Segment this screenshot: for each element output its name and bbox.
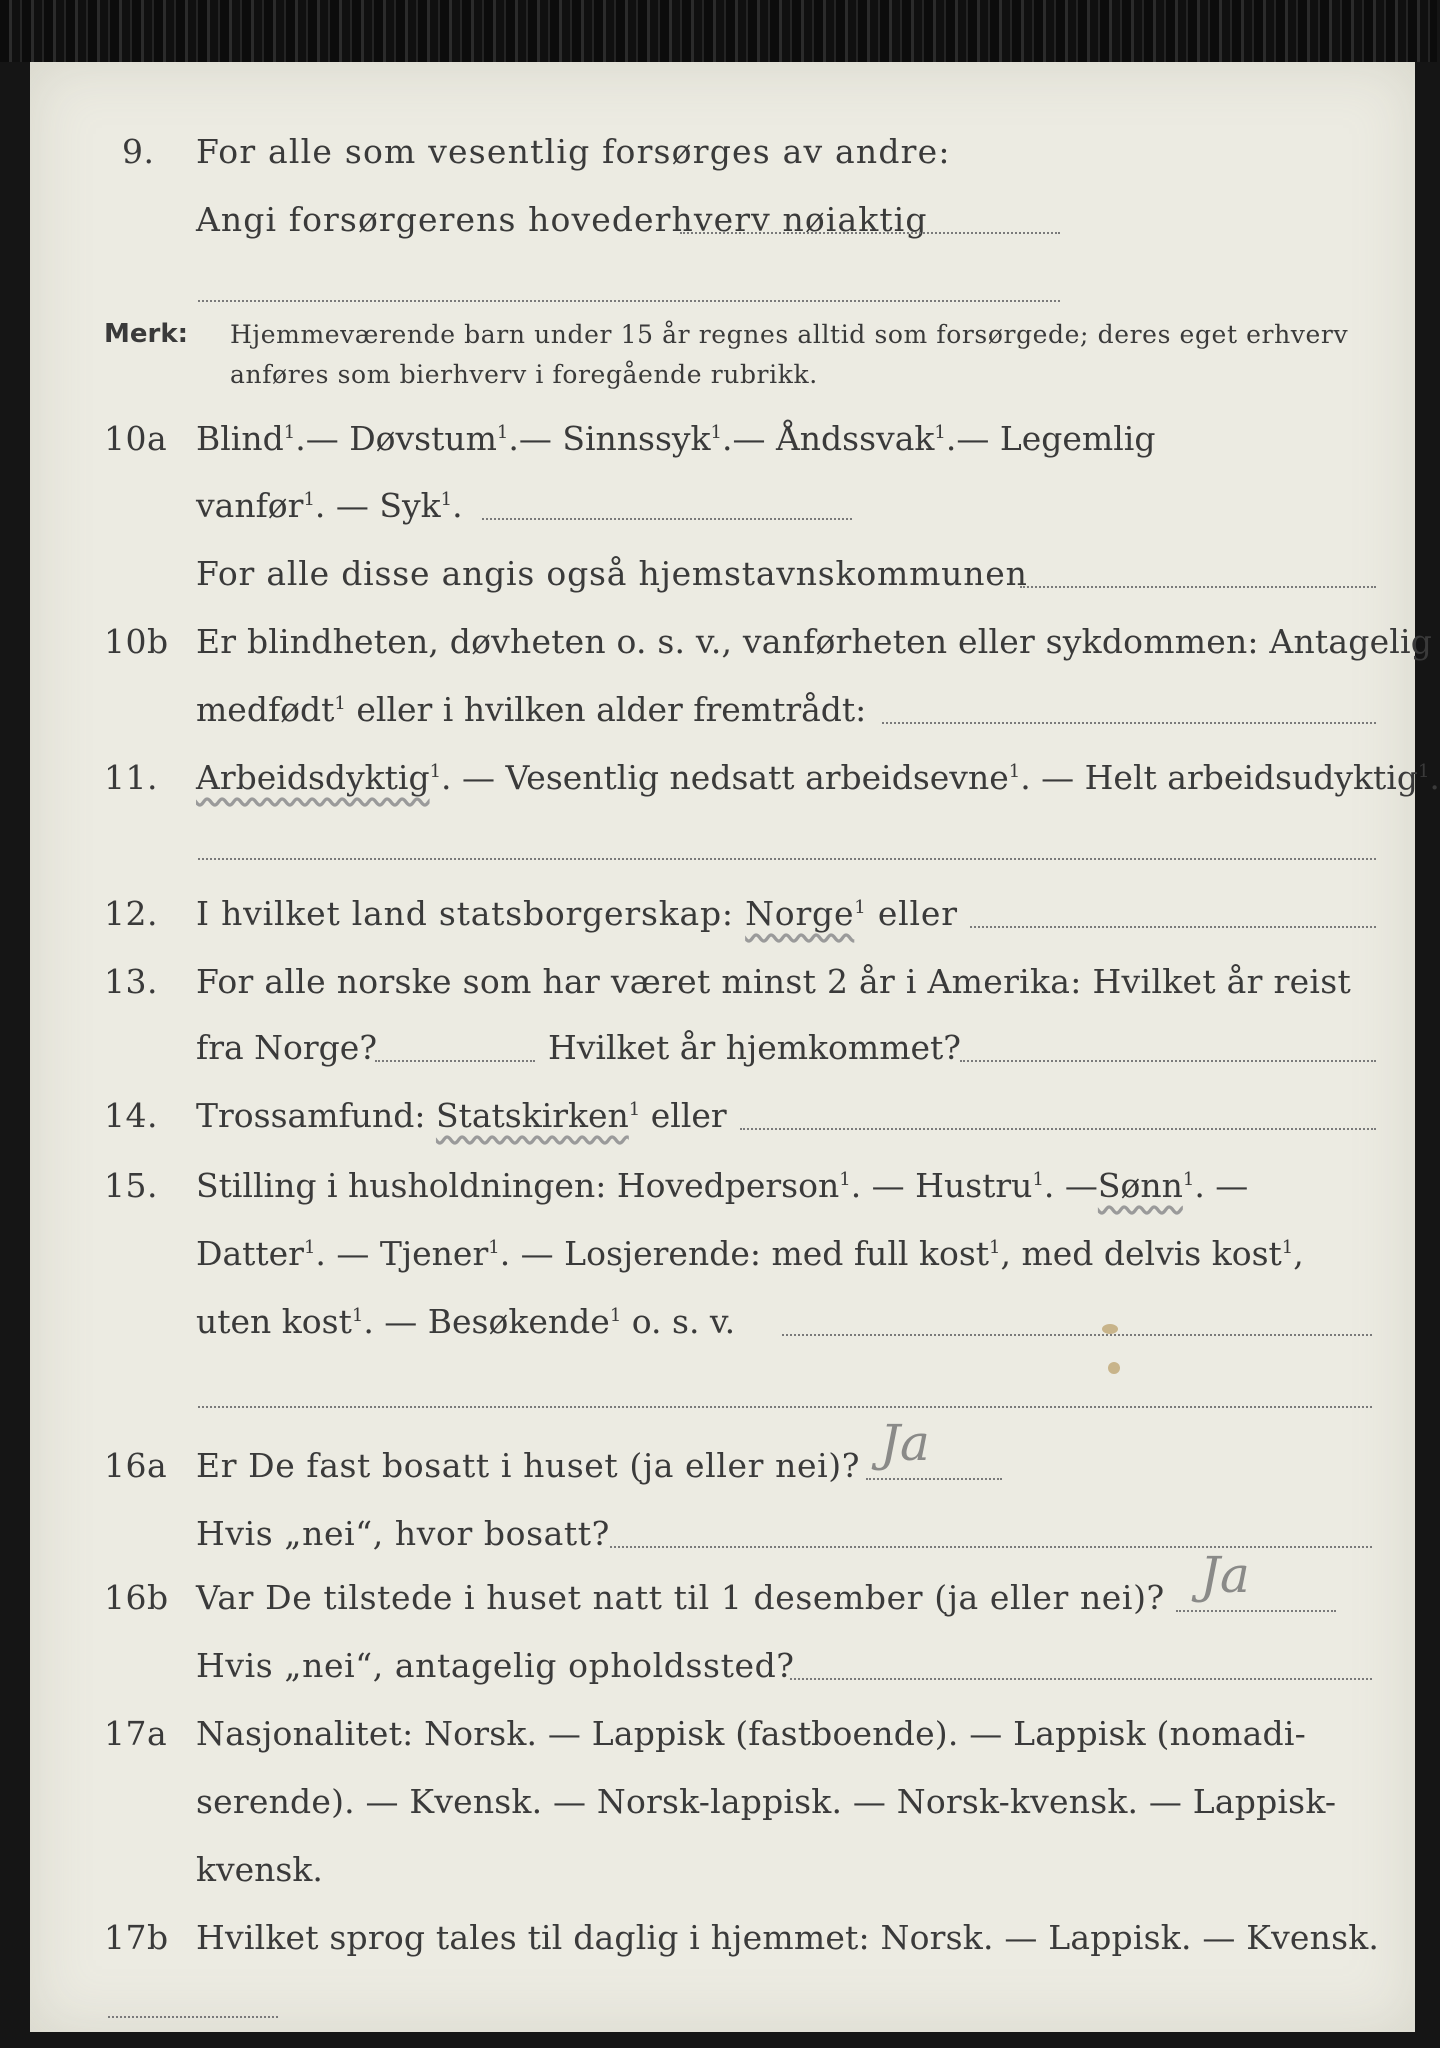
note-label: Merk:	[104, 319, 189, 349]
answer-line[interactable]	[375, 1060, 535, 1062]
answer-line[interactable]	[970, 926, 1376, 928]
question-text: For alle norske som har været minst 2 år i Amerika: Hvilket år reist	[196, 962, 1352, 1001]
answer-line[interactable]	[740, 1128, 1376, 1130]
answer-line[interactable]	[198, 858, 1376, 860]
question-number: 12.	[104, 894, 158, 933]
question-number: 16a	[104, 1446, 168, 1485]
question-text: Datter$^1$. — Tjener$^1$. — Losjerende: med full kost$^1$, med delvis kost$^1$,	[196, 1234, 1304, 1273]
question-text: Hvis „nei“, antagelig opholdssted?	[196, 1646, 795, 1685]
question-text: Hvilket sprog tales til daglig i hjemmet: Norsk. — Lappisk. — Kvensk.	[196, 1918, 1380, 1957]
answer-line[interactable]	[108, 2016, 278, 2018]
question-number: 15.	[104, 1166, 158, 1205]
question-text: For alle som vesentlig forsørges av andre:	[196, 132, 951, 171]
answer-line[interactable]	[960, 1060, 1376, 1062]
question-text: Nasjonalitet: Norsk. — Lappisk (fastboende). — Lappisk (nomadi-	[196, 1714, 1306, 1753]
note-text: anføres som bierhverv i foregående rubrikk.	[230, 360, 818, 389]
question-number: 17b	[104, 1918, 169, 1957]
question-number: 13.	[104, 962, 158, 1001]
answer-line[interactable]	[866, 1478, 1002, 1480]
question-text: fra Norge?	[196, 1028, 378, 1067]
handwritten-answer: Ja	[1200, 1546, 1250, 1604]
question-number: 10b	[104, 622, 169, 661]
question-number: 10a	[104, 419, 168, 458]
answer-line[interactable]	[1176, 1610, 1336, 1612]
question-text: Angi forsørgerens hovederhverv nøiaktig	[196, 200, 928, 239]
question-text: Arbeidsdyktig$^1$. — Vesentlig nedsatt arbeidsevne$^1$. — Helt arbeidsudyktig$^1$.	[196, 758, 1440, 797]
answer-line[interactable]	[198, 1406, 1372, 1408]
question-text: Blind$^1$. — Døvstum$^1$. — Sinnssyk$^1$. — Åndssvak$^1$. — Legemlig	[196, 419, 1156, 458]
question-number: 9.	[122, 132, 155, 171]
question-text: serende). — Kvensk. — Norsk-lappisk. — Norsk-kvensk. — Lappisk-	[196, 1782, 1337, 1821]
question-text: kvensk.	[196, 1850, 323, 1889]
answer-line[interactable]	[882, 722, 1376, 724]
question-number: 11.	[104, 758, 158, 797]
answer-line[interactable]	[790, 1678, 1372, 1680]
answer-line[interactable]	[482, 518, 852, 520]
question-text: vanfør$^1$. — Syk$^1$.	[196, 486, 463, 525]
ink-blot	[1102, 1324, 1118, 1334]
scan-top-edge	[0, 0, 1437, 62]
question-text: Er De fast bosatt i huset (ja eller nei)?	[196, 1446, 860, 1485]
question-text: medfødt$^1$ eller i hvilken alder fremtrådt:	[196, 690, 867, 729]
question-text: I hvilket land statsborgerskap: Norge$^1$ eller	[196, 894, 958, 933]
answer-line[interactable]	[1020, 586, 1376, 588]
answer-line[interactable]	[198, 300, 1060, 302]
question-text: Er blindheten, døvheten o. s. v., vanførheten eller sykdommen: Antagelig	[196, 622, 1433, 661]
answer-line[interactable]	[610, 1546, 1372, 1548]
answer-line[interactable]	[782, 1334, 1372, 1336]
note-text: Hjemmeværende barn under 15 år regnes alltid som forsørgede; deres eget erhverv	[230, 320, 1349, 349]
question-text: For alle disse angis også hjemstavnskommunen	[196, 554, 1028, 593]
question-text: uten kost$^1$. — Besøkende$^1$ o. s. v.	[196, 1302, 736, 1341]
census-form-page	[30, 62, 1440, 2032]
question-text: Stilling i husholdningen: Hovedperson$^1$. — Hustru$^1$. — Sønn$^1$. —	[196, 1166, 1249, 1205]
question-number: 14.	[104, 1096, 158, 1135]
question-text: Hvis „nei“, hvor bosatt?	[196, 1514, 610, 1553]
answer-line[interactable]	[680, 232, 1060, 234]
question-number: 17a	[104, 1714, 168, 1753]
question-text: Trossamfund: Statskirken$^1$ eller	[196, 1096, 727, 1135]
question-text: Hvilket år hjemkommet?	[548, 1028, 961, 1067]
question-text: Var De tilstede i huset natt til 1 desember (ja eller nei)?	[196, 1578, 1165, 1617]
ink-blot	[1108, 1362, 1120, 1374]
handwritten-answer: Ja	[880, 1414, 930, 1472]
question-number: 16b	[104, 1578, 169, 1617]
